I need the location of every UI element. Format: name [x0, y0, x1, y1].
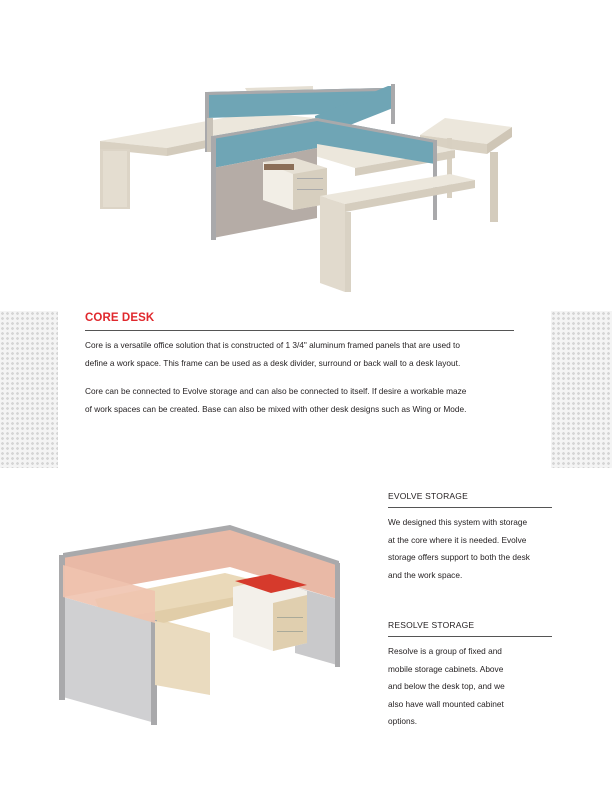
evolve-line-1: We designed this system with storage — [388, 517, 528, 527]
core-desk-paragraph-1 — [85, 337, 525, 372]
resolve-storage-rule — [388, 636, 552, 637]
evolve-storage-rule — [388, 507, 552, 508]
resolve-storage-title: RESOLVE STORAGE — [388, 620, 475, 630]
core-desk-title: CORE DESK — [85, 312, 155, 324]
resolve-line-5: options. — [388, 716, 418, 726]
evolve-storage-text — [388, 514, 568, 584]
resolve-storage-text — [388, 643, 568, 731]
core-desk-p2-line-1: Core can be connected to Evolve storage and can also be connected to itself. If desire a workable maze — [85, 386, 467, 396]
evolve-storage-title: EVOLVE STORAGE — [388, 491, 468, 501]
core-desk-cluster-image — [95, 78, 525, 298]
evolve-line-4: and the work space. — [388, 569, 463, 580]
core-desk-p1-line-2: define a work space. This frame can be used as a desk divider, surround or back wall to a desk layout. — [85, 357, 461, 368]
resolve-line-1: Resolve is a group of fixed and — [388, 646, 502, 656]
core-desk-p2-line-2: of work spaces can be created. Base can also be mixed with other desk designs such as Wing or Mode. — [85, 403, 467, 414]
evolve-line-3: storage offers support to both the desk — [388, 552, 530, 562]
workstation-image — [55, 525, 345, 725]
core-desk-p1-line-1: Core is a versatile office solution that is constructed of 1 3/4" aluminum framed panels that are used to — [85, 340, 460, 350]
core-desk-paragraph-2 — [85, 383, 525, 418]
evolve-line-2: at the core where it is needed. Evolve — [388, 534, 527, 545]
dotted-side-panel-right — [551, 311, 612, 468]
dotted-side-panel-left — [0, 311, 58, 468]
resolve-line-3: and below the desk top, and we — [388, 681, 505, 691]
core-desk-rule — [85, 330, 514, 331]
resolve-line-2: mobile storage cabinets. Above — [388, 663, 504, 674]
resolve-line-4: also have wall mounted cabinet — [388, 698, 504, 709]
